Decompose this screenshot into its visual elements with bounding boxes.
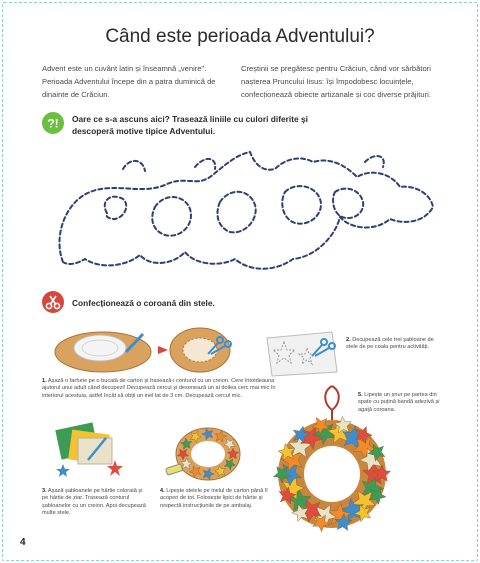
maze-instruction: Oare ce s-a ascuns aici? Trasează liniile cu culori diferite și descoperă motive tipice Adventului. [72, 114, 309, 136]
step-1-text [42, 378, 282, 400]
step-5-description: Lipește un șnur pe partea din spate cu puțină bandă adezivă și agață coroana. [358, 392, 440, 413]
scissors-icon [42, 291, 64, 313]
step-4-text [160, 488, 268, 510]
page-title: Când este perioada Adventului? [105, 26, 375, 47]
small-wreath-illustration [160, 420, 250, 490]
step-2-number: 2. [346, 337, 351, 343]
plate-tracing-illustration [48, 320, 238, 380]
step-2-text [346, 337, 446, 352]
step-1-number: 1. [42, 378, 47, 384]
star-templates-illustration [262, 330, 342, 380]
step-4-description: Lipește stelele pe inelul de carton până îl acoperi de tot. Folosește lipici de hârtie și respectă instrucțiunile de pe ambalaj. [160, 488, 268, 509]
step-3-description: Așază șabloanele pe hârtie colorată și pe hârtie de ziar. Trasează conturul șabloanelor cu un creion. Apoi decupează multe stele. [42, 488, 146, 516]
colored-paper-stars-illustration [48, 420, 133, 485]
intro-left-paragraph: Advent este un cuvânt latin și înseamnă „venire". Perioada Adventului începe din a patra duminică de dinainte de Crăciun. [42, 64, 216, 99]
question-exclamation-icon [42, 112, 64, 134]
step-5-text [358, 392, 448, 414]
page-number: 4 [20, 537, 26, 548]
step-2-description: Decupează cele trei șabloane de stele de pe coala pentru activități. [346, 337, 434, 351]
wreath-instruction: Confecționează o coroană din stele. [72, 298, 215, 308]
intro-right-paragraph: Creștinii se pregătesc pentru Crăciun, când vor sărbători nașterea Pruncului Iisus: își împodobesc locuințele, confecționează obiecte artizanale și coc diverse prăjituri. [241, 64, 431, 99]
dotted-line-maze [45, 147, 445, 287]
svg-text:?!: ?! [47, 116, 59, 131]
step-3-number: 3. [42, 488, 47, 494]
step-1-description: Așază o farfurie pe o bucată de carton și trasează-i conturul cu un creion. Cere întotdeauna ajutorul unui adult când decupezi! Decupează cercul și desenează un al doilea cerc mai mic în interiorul acestuia, astfel încât să obții un inel lat de 3 cm. Decupează cercul mic. [42, 378, 276, 399]
step-5-number: 5. [358, 392, 363, 398]
step-3-text [42, 488, 147, 517]
step-4-number: 4. [160, 488, 165, 494]
